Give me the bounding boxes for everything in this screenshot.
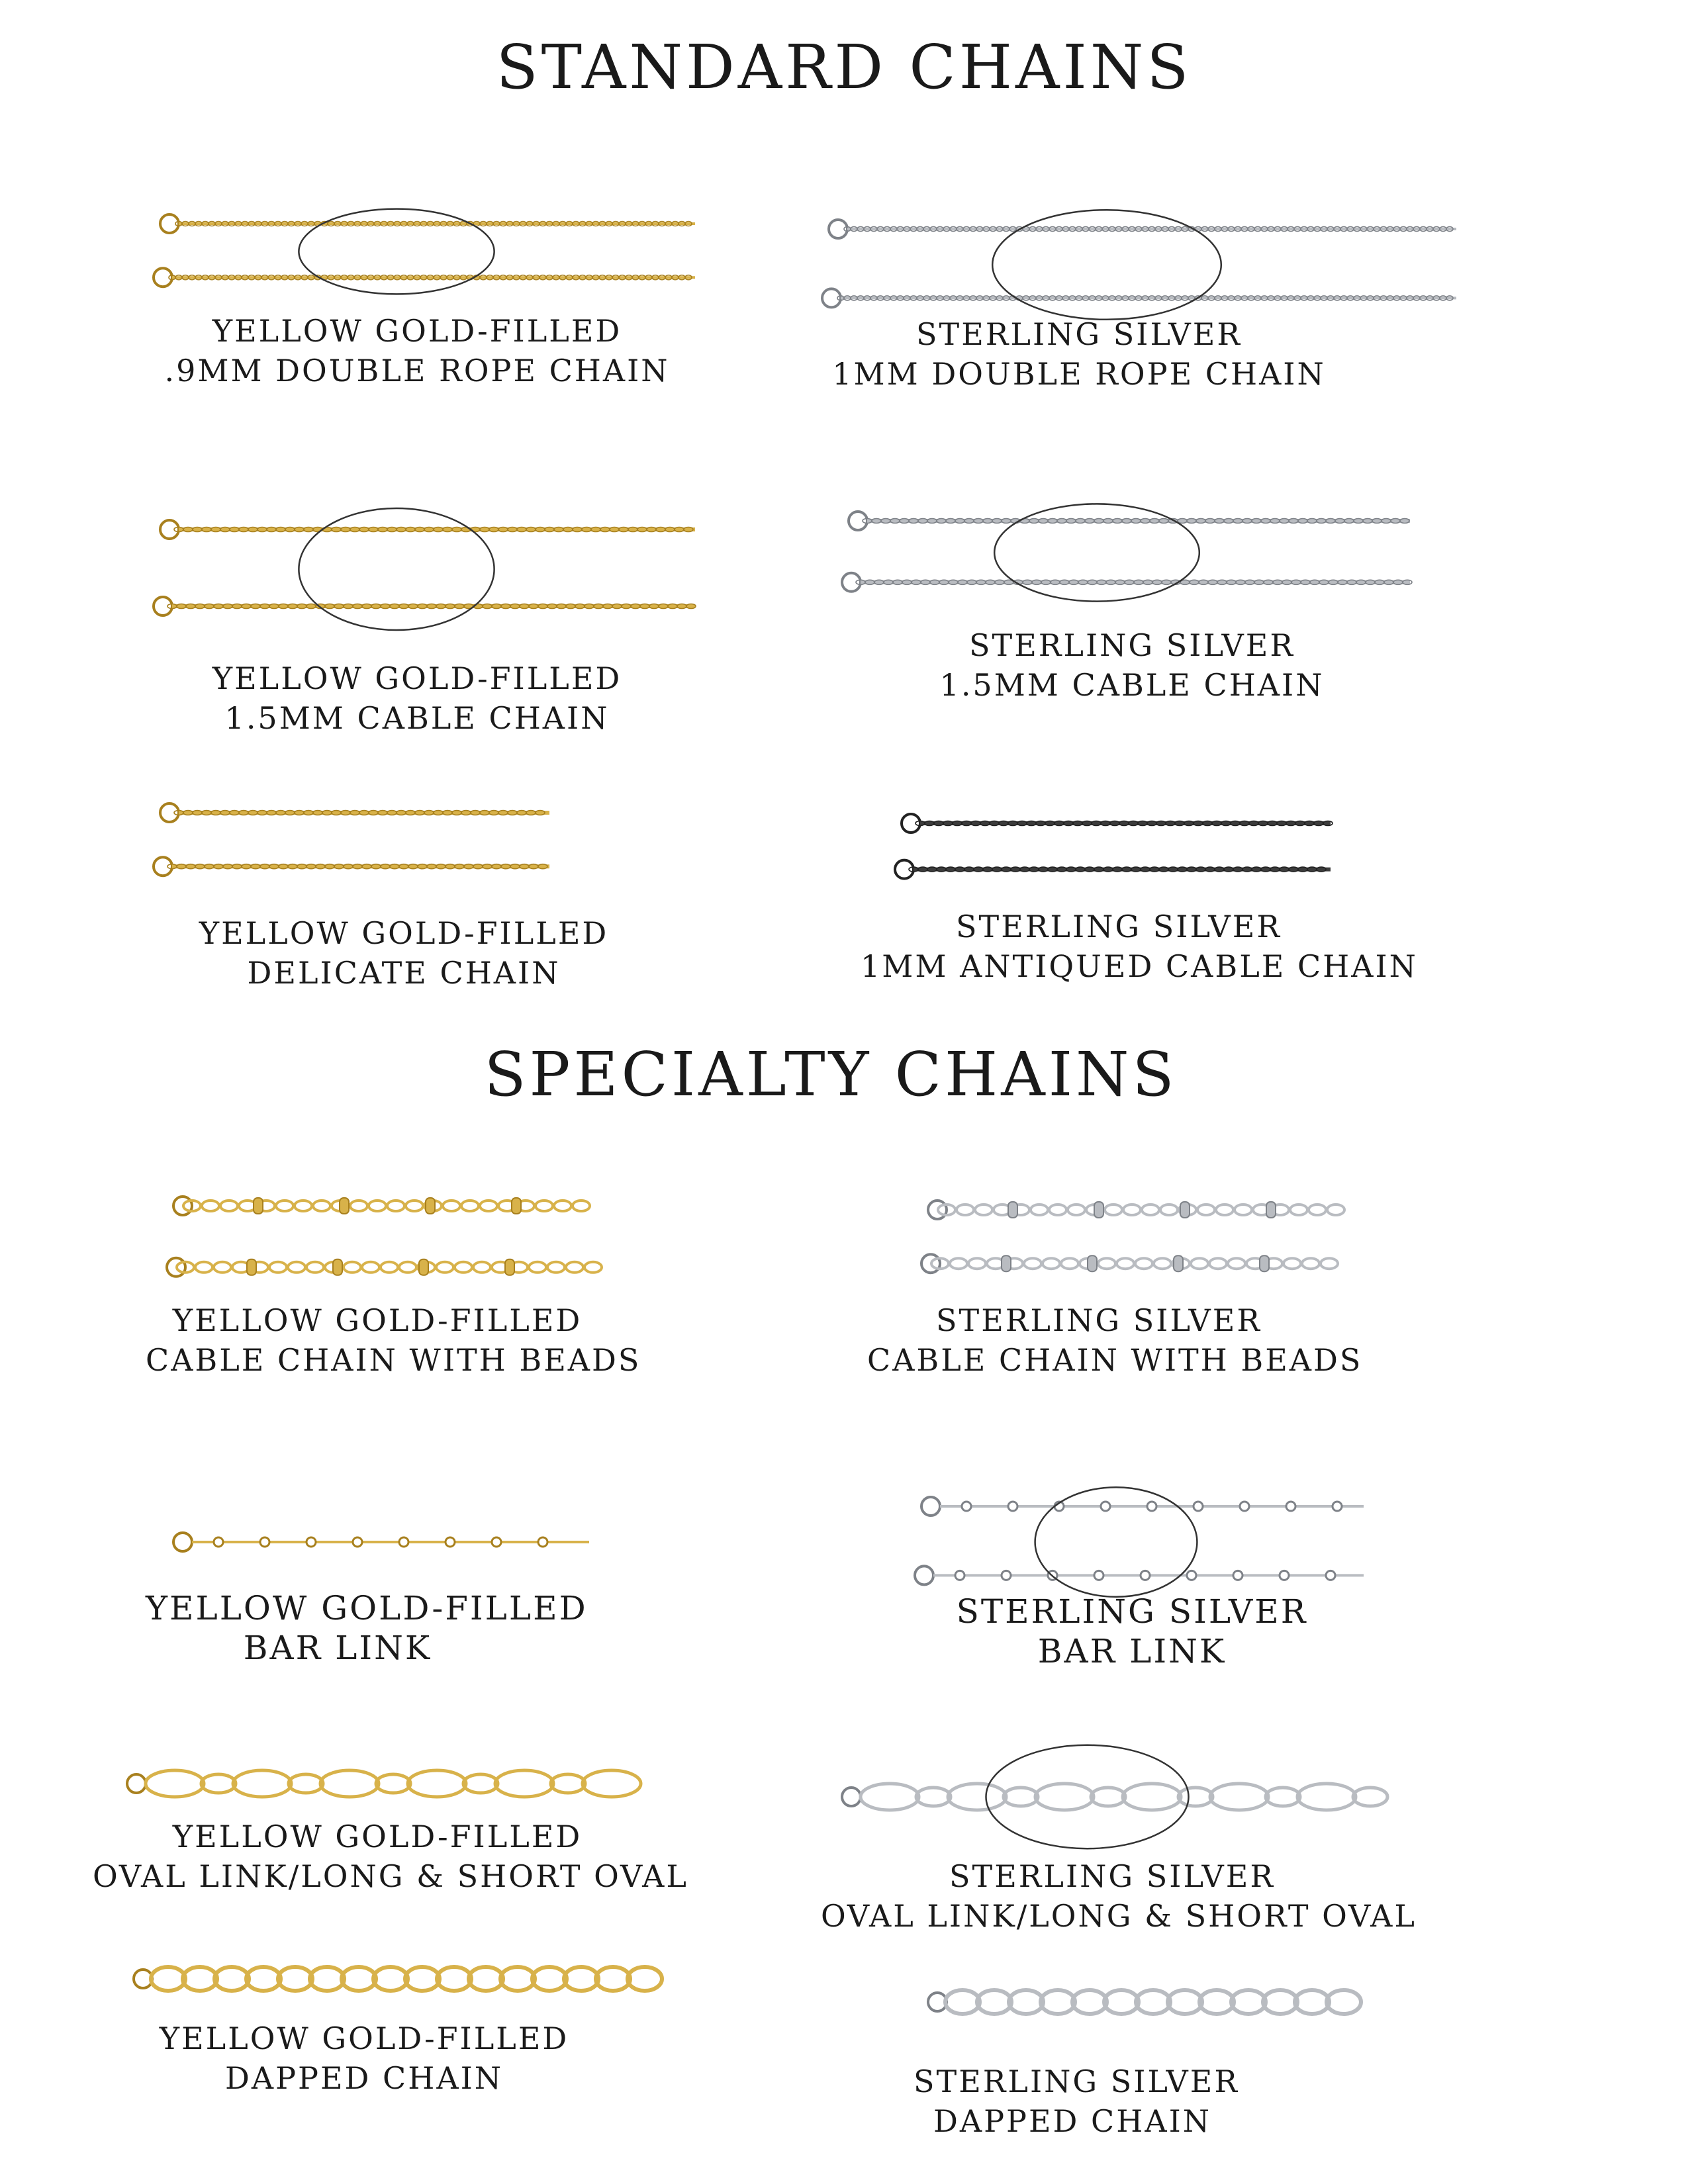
- chain-image-gold-delicate: [152, 794, 549, 887]
- chain-image-gold-beads: [165, 1185, 596, 1291]
- specialty-chains-title: SPECIALTY CHAINS: [484, 1039, 1178, 1110]
- chain-caption-line1: STERLING SILVER: [916, 316, 1242, 352]
- chain-image-silver-beads: [920, 1191, 1344, 1284]
- chain-image-antiqued-cable: [894, 807, 1331, 887]
- chain-caption-line2: BAR LINK: [1037, 1632, 1227, 1670]
- chain-caption-line2: 1.5MM CABLE CHAIN: [939, 667, 1325, 703]
- chain-caption-line1: YELLOW GOLD-FILLED: [172, 1819, 583, 1854]
- chain-image-silver-rope: [821, 205, 1456, 324]
- chain-item-ss-bar[interactable]: [907, 1476, 1436, 1688]
- chain-caption-line1: STERLING SILVER: [936, 1302, 1262, 1338]
- chain-image-silver-dapped: [920, 1976, 1344, 2028]
- chain-item-yg-dapped[interactable]: [119, 1952, 715, 2105]
- chain-caption-line1: YELLOW GOLD-FILLED: [212, 313, 622, 349]
- chain-image-silver-oval: [834, 1741, 1397, 1853]
- chain-caption-line2: OVAL LINK/LONG & SHORT OVAL: [93, 1858, 688, 1894]
- chain-image-gold-oval: [119, 1754, 635, 1813]
- chain-caption: [146, 1588, 588, 1668]
- chain-caption-line1: YELLOW GOLD-FILLED: [199, 915, 609, 951]
- chain-caption: [821, 1856, 1417, 1936]
- chain-caption-line2: BAR LINK: [243, 1629, 432, 1667]
- chain-item-ss-oval[interactable]: [821, 1734, 1443, 1952]
- chain-caption-line2: .9MM DOUBLE ROPE CHAIN: [164, 353, 670, 388]
- chain-item-ss-beads[interactable]: [867, 1185, 1450, 1383]
- chain-caption: [900, 625, 1364, 705]
- chain-image-gold-dapped: [126, 1952, 655, 2005]
- chain-caption-line2: 1MM ANTIQUED CABLE CHAIN: [861, 948, 1418, 984]
- chain-item-ss-antiqued[interactable]: [861, 801, 1456, 999]
- chain-image-gold-cable: [152, 503, 695, 635]
- chain-item-ss-cable[interactable]: [834, 493, 1430, 718]
- chain-caption-line1: YELLOW GOLD-FILLED: [159, 2021, 569, 2056]
- chain-caption-line1: STERLING SILVER: [914, 2064, 1239, 2099]
- chain-caption-line2: CABLE CHAIN WITH BEADS: [146, 1342, 641, 1378]
- chain-caption: [146, 1300, 641, 1380]
- chain-item-yg-delicate[interactable]: [146, 788, 702, 1006]
- chain-item-ss-dapped[interactable]: [914, 1976, 1443, 2148]
- chain-caption-line2: DAPPED CHAIN: [933, 2103, 1212, 2139]
- chain-caption-line1: STERLING SILVER: [956, 1592, 1308, 1631]
- chain-item-yg-bar[interactable]: [146, 1502, 702, 1681]
- chain-caption-line1: STERLING SILVER: [949, 1858, 1275, 1894]
- chain-caption: [907, 1592, 1357, 1671]
- chain-item-yg-beads[interactable]: [146, 1178, 702, 1383]
- chain-caption: [146, 311, 688, 390]
- chain-caption-line1: YELLOW GOLD-FILLED: [146, 1589, 588, 1627]
- chain-caption-line1: STERLING SILVER: [956, 909, 1282, 944]
- chain-caption: [861, 907, 1418, 986]
- chain-caption: [867, 1300, 1363, 1380]
- chain-caption-line2: CABLE CHAIN WITH BEADS: [867, 1342, 1363, 1378]
- standard-chains-title: STANDARD CHAINS: [496, 32, 1192, 103]
- chain-caption-line2: 1.5MM CABLE CHAIN: [224, 700, 610, 736]
- chain-caption-line2: DAPPED CHAIN: [224, 2060, 504, 2096]
- chain-caption: [814, 314, 1344, 394]
- chain-caption-line1: STERLING SILVER: [969, 627, 1295, 663]
- chain-image-gold-rope: [152, 205, 695, 298]
- chain-item-yg-oval[interactable]: [93, 1754, 715, 1906]
- chain-caption-line1: YELLOW GOLD-FILLED: [172, 1302, 583, 1338]
- chain-caption: [146, 659, 688, 738]
- chain-caption-line2: DELICATE CHAIN: [247, 955, 561, 991]
- chain-caption: [146, 913, 662, 993]
- chain-caption-line1: YELLOW GOLD-FILLED: [212, 660, 622, 696]
- chain-caption-line2: 1MM DOUBLE ROPE CHAIN: [832, 356, 1326, 392]
- chain-caption: [93, 1817, 688, 1896]
- chain-image-gold-bar: [165, 1516, 589, 1569]
- chain-item-yg-cable[interactable]: [146, 496, 702, 741]
- chain-item-ss-rope[interactable]: [814, 199, 1476, 397]
- chain-image-silver-bar: [914, 1482, 1364, 1602]
- chain-caption: [914, 2062, 1239, 2141]
- chain-item-yg-rope[interactable]: [146, 199, 702, 397]
- chain-caption: [119, 2019, 609, 2098]
- chain-caption-line2: OVAL LINK/LONG & SHORT OVAL: [821, 1898, 1417, 1934]
- chain-image-silver-cable: [841, 500, 1410, 606]
